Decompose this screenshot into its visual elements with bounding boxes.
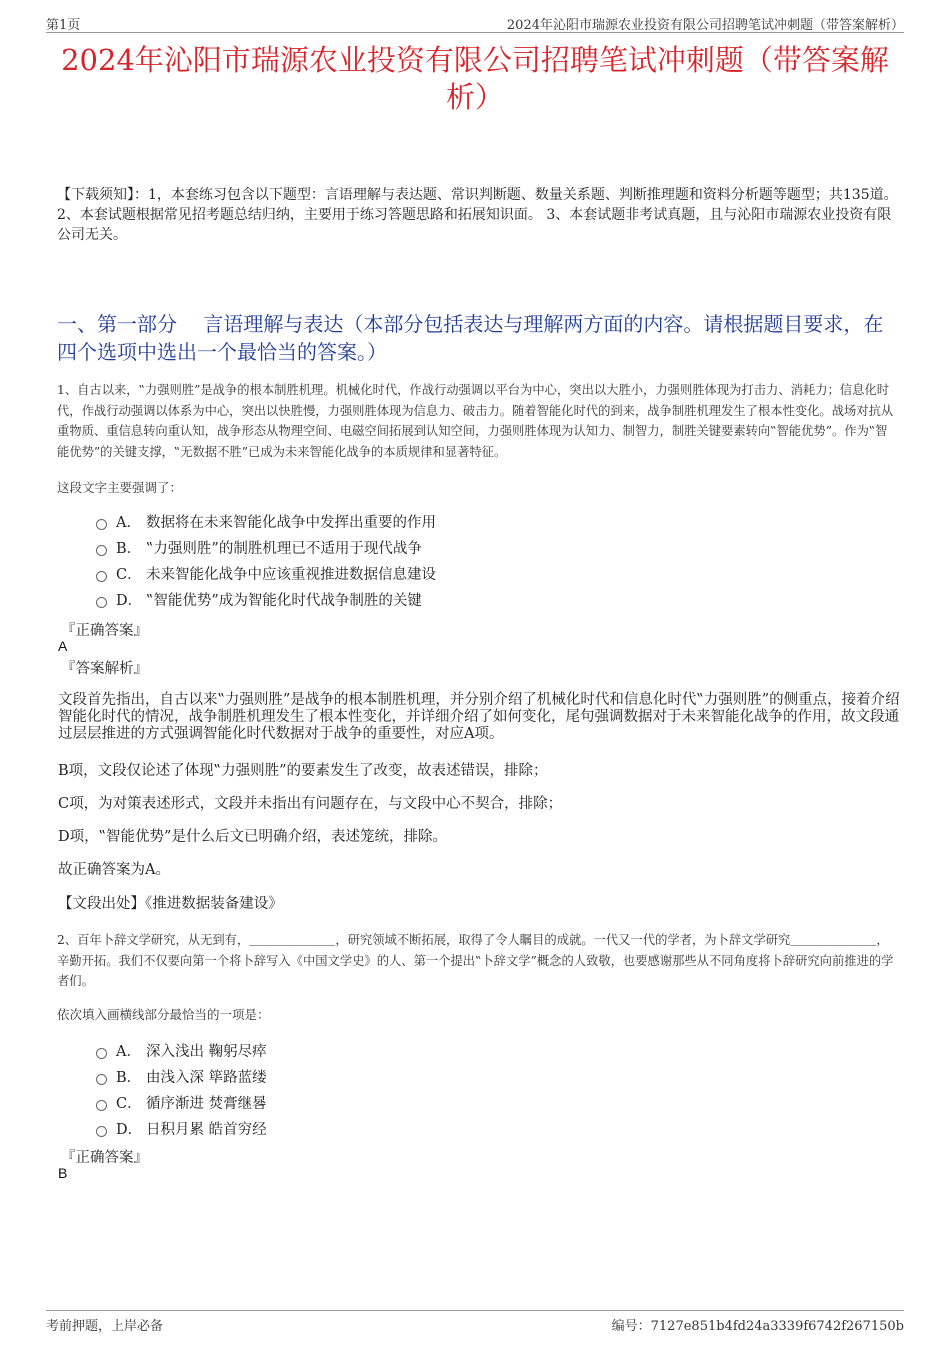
footer-slogan: 考前押题，上岸必备 xyxy=(46,1319,164,1334)
radio-circle-icon[interactable] xyxy=(96,1100,107,1111)
question-2-text: 2、百年卜辞文学研究，从无到有，＿＿＿＿＿＿＿，研究领域不断拓展，取得了令人瞩目的成就。一代又一代的学者，为卜辞文学研究＿＿＿＿＿＿＿，辛勤开拓。我们不仅要向第一个将卜辞写入《中国文学史》的人、第一个提出‟卜辞文学”概念的人致敬，也要感谢那些从不同角度将卜辞研究向前推进的学者们。 xyxy=(57,933,894,988)
page-number: 第1页 xyxy=(46,18,81,33)
option-letter: D． xyxy=(116,1121,143,1138)
radio-circle-icon[interactable] xyxy=(96,1074,107,1085)
option-b[interactable] xyxy=(96,534,436,560)
option-text: 日积月累 皓首穷经 xyxy=(146,1121,267,1138)
option-letter: D． xyxy=(116,592,143,609)
analysis-paragraph-1: 文段首先指出，自古以来‟力强则胜”是战争的根本制胜机理，并分别介绍了机械化时代和信息化时代‟力强则胜”的侧重点，接着介绍智能化时代的情况，战争制胜机理发生了根本性变化，并详细介绍了如何变化，尾句强调数据对于未来智能化战争的作用，故文段通过层层推进的方式强调智能化时代数据对于战争的重要性，对应A项。 xyxy=(58,692,900,742)
radio-circle-icon[interactable] xyxy=(96,545,107,556)
option-text: 循序渐进 焚膏继晷 xyxy=(146,1095,267,1112)
option-a[interactable] xyxy=(96,1037,267,1063)
answer-label: 『正确答案』 xyxy=(61,623,148,639)
option-letter: C． xyxy=(116,566,142,583)
option-c[interactable] xyxy=(96,1089,267,1115)
header-doc-title: 2024年沁阳市瑞源农业投资有限公司招聘笔试冲刺题（带答案解析） xyxy=(506,18,904,33)
option-text: ‟智能优势”成为智能化时代战争制胜的关键 xyxy=(146,592,422,609)
source-citation: 【文段出处】《推进数据装备建设》 xyxy=(58,896,283,912)
analysis-paragraph-2: B项，文段仅论述了体现‟力强则胜”的要素发生了改变，故表述错误，排除； xyxy=(58,763,548,779)
option-b[interactable] xyxy=(96,1063,267,1089)
option-letter: B． xyxy=(116,540,142,557)
option-letter: A． xyxy=(116,1043,141,1060)
question-1-prompt: 这段文字主要强调了： xyxy=(57,480,183,495)
analysis-paragraph-3: C项，为对策表述形式，文段并未指出有问题存在，与文段中心不契合，排除； xyxy=(58,796,563,812)
radio-circle-icon[interactable] xyxy=(96,519,107,530)
radio-circle-icon[interactable] xyxy=(96,571,107,582)
option-text: 数据将在未来智能化战争中发挥出重要的作用 xyxy=(146,514,436,531)
section-heading: 一、第一部分 言语理解与表达（本部分包括表达与理解两方面的内容。请根据题目要求，在四个选项中选出一个最恰当的答案。） xyxy=(57,312,884,364)
option-letter: A． xyxy=(116,514,141,531)
answer-label: 『正确答案』 xyxy=(61,1150,148,1166)
document-title: 2024年沁阳市瑞源农业投资有限公司招聘笔试冲刺题（带答案解析） xyxy=(61,43,889,114)
analysis-label: 『答案解析』 xyxy=(61,661,148,677)
option-text: 由浅入深 筚路蓝缕 xyxy=(146,1069,267,1086)
page-footer xyxy=(46,1310,904,1334)
option-text: 深入浅出 鞠躬尽瘁 xyxy=(146,1043,267,1060)
option-letter: B． xyxy=(116,1069,142,1086)
footer-doc-id: 编号：7127e851b4fd24a3339f6742f267150b xyxy=(611,1319,904,1334)
option-c[interactable] xyxy=(96,560,436,586)
option-letter: C． xyxy=(116,1095,142,1112)
analysis-conclusion: 故正确答案为A。 xyxy=(58,862,170,878)
analysis-paragraph-4: D项，‟智能优势”是什么后文已明确介绍，表述笼统，排除。 xyxy=(58,829,447,845)
page-header xyxy=(46,12,904,33)
option-d[interactable] xyxy=(96,1115,267,1141)
option-a[interactable] xyxy=(96,508,436,534)
answer-value: A xyxy=(58,638,68,654)
option-d[interactable] xyxy=(96,586,436,612)
question-1-options xyxy=(96,508,436,612)
answer-value: B xyxy=(58,1165,68,1181)
option-text: ‟力强则胜”的制胜机理已不适用于现代战争 xyxy=(146,540,422,557)
radio-circle-icon[interactable] xyxy=(96,1048,107,1059)
radio-circle-icon[interactable] xyxy=(96,597,107,608)
question-2-options xyxy=(96,1037,267,1141)
question-1-text: 1、自古以来，‟力强则胜”是战争的根本制胜机理。机械化时代，作战行动强调以平台为中心，突出以大胜小，力强则胜体现为打击力、消耗力；信息化时代，作战行动强调以体系为中心，突出以快胜慢，力强则胜体现为信息力、破击力。随着智能化时代的到来，战争制胜机理发生了根本性变化。战场对抗从重物质、重信息转向重认知，战争形态从物理空间、电磁空间拓展到认知空间，力强则胜体现为认知力、制智力，制胜关键要素转向‟智能优势”。作为‟智能优势”的关键支撑，‟无数据不胜”已成为未来智能化战争的本质规律和显著特征。 xyxy=(57,383,894,459)
option-text: 未来智能化战争中应该重视推进数据信息建设 xyxy=(146,566,436,583)
radio-circle-icon[interactable] xyxy=(96,1126,107,1137)
question-2-prompt: 依次填入画横线部分最恰当的一项是： xyxy=(57,1007,270,1022)
download-notice: 【下载须知】：1，本套练习包含以下题型：言语理解与表达题、常识判断题、数量关系题、判断推理题和资料分析题等题型；共135道。 2、本套试题根据常见招考题总结归纳，主要用于练习答题思路和拓展知识面。 3、本套试题非考试真题，且与沁阳市瑞源农业投资有限公司无关。 xyxy=(57,187,898,243)
